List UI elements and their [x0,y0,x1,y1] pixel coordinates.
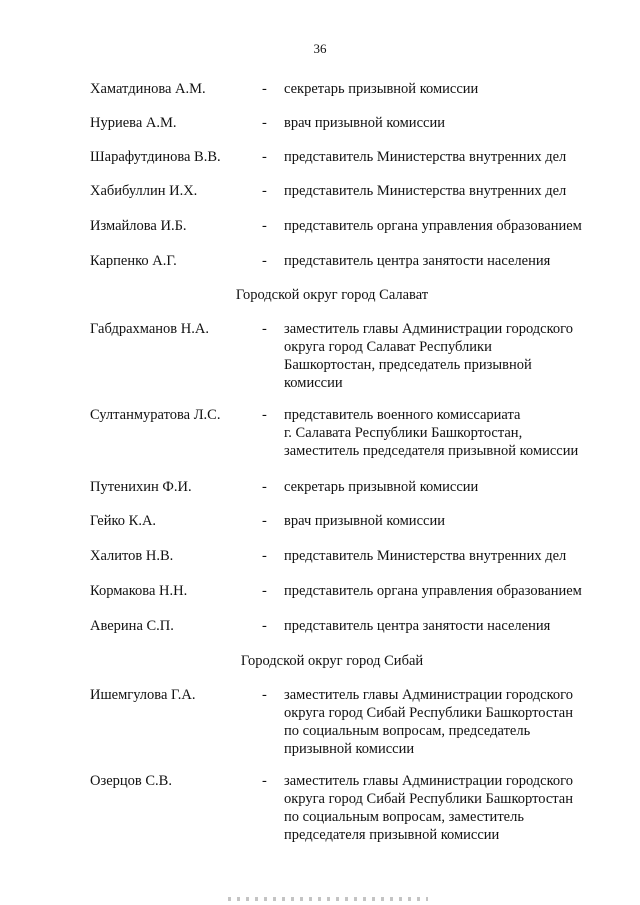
role-line: представитель военного комиссариата [284,407,521,423]
role-line: представитель Министерства внутренних дел [284,149,567,165]
member-role [284,547,614,565]
role-line: представитель Министерства внутренних дел [284,548,567,564]
dash-separator: - [262,81,267,97]
member-role [284,772,614,844]
dash-separator: - [262,479,267,495]
page-number: 36 [313,41,327,56]
member-role [284,320,614,392]
role-line: секретарь призывной комиссии [284,81,479,97]
member-role [284,182,614,200]
dash-separator: - [262,115,267,131]
role-line: врач призывной комиссии [284,513,445,529]
role-line: представитель органа управления образованием [284,583,582,599]
role-line: округа город Сибай Республики Башкортостан [284,791,573,807]
role-line: комиссии [284,375,343,391]
role-line: Башкортостан, председатель призывной [284,357,532,373]
member-name: Ишемгулова Г.А. [90,687,196,703]
scan-artifact [228,897,428,901]
member-name: Хабибуллин И.Х. [90,183,198,199]
member-name: Аверина С.П. [90,618,174,634]
role-line: секретарь призывной комиссии [284,479,479,495]
member-name: Габдрахманов Н.А. [90,321,209,337]
member-name: Путенихин Ф.И. [90,479,192,495]
role-line: врач призывной комиссии [284,115,445,131]
dash-separator: - [262,321,267,337]
role-line: г. Салавата Республики Башкортостан, [284,425,523,441]
role-line: округа город Салават Республики [284,339,492,355]
member-name: Кормакова Н.Н. [90,583,188,599]
role-line: по социальным вопросам, председатель [284,723,531,739]
member-role [284,80,614,98]
role-line: заместитель главы Администрации городского [284,687,573,703]
member-role [284,406,614,460]
member-role [284,686,614,758]
role-line: заместитель председателя призывной комиссии [284,443,579,459]
member-name: Озерцов С.В. [90,773,172,789]
dash-separator: - [262,687,267,703]
dash-separator: - [262,548,267,564]
member-role [284,617,614,635]
member-role [284,252,614,270]
role-line: заместитель главы Администрации городского [284,773,573,789]
dash-separator: - [262,183,267,199]
dash-separator: - [262,407,267,423]
role-line: представитель Министерства внутренних дел [284,183,567,199]
section-heading-salavat: Городской округ город Салават [235,287,429,303]
role-line: представитель центра занятости населения [284,253,551,269]
member-role [284,114,614,132]
dash-separator: - [262,618,267,634]
section-heading-sibay: Городской округ город Сибай [240,653,424,669]
role-line: председателя призывной комиссии [284,827,500,843]
role-line: представитель центра занятости населения [284,618,551,634]
member-name: Хаматдинова А.М. [90,81,206,97]
member-role [284,148,614,166]
dash-separator: - [262,583,267,599]
member-role [284,512,614,530]
member-role [284,478,614,496]
role-line: представитель органа управления образованием [284,218,582,234]
member-name: Халитов Н.В. [90,548,174,564]
dash-separator: - [262,773,267,789]
role-line: округа город Сибай Республики Башкортостан [284,705,573,721]
member-role [284,217,614,235]
member-name: Нуриева А.М. [90,115,177,131]
member-role [284,582,614,600]
role-line: по социальным вопросам, заместитель [284,809,524,825]
member-name: Шарафутдинова В.В. [90,149,221,165]
dash-separator: - [262,218,267,234]
dash-separator: - [262,513,267,529]
member-name: Карпенко А.Г. [90,253,177,269]
dash-separator: - [262,149,267,165]
role-line: заместитель главы Администрации городского [284,321,573,337]
member-name: Гейко К.А. [90,513,157,529]
role-line: призывной комиссии [284,741,415,757]
member-name: Измайлова И.Б. [90,218,187,234]
member-name: Султанмуратова Л.С. [90,407,221,423]
dash-separator: - [262,253,267,269]
